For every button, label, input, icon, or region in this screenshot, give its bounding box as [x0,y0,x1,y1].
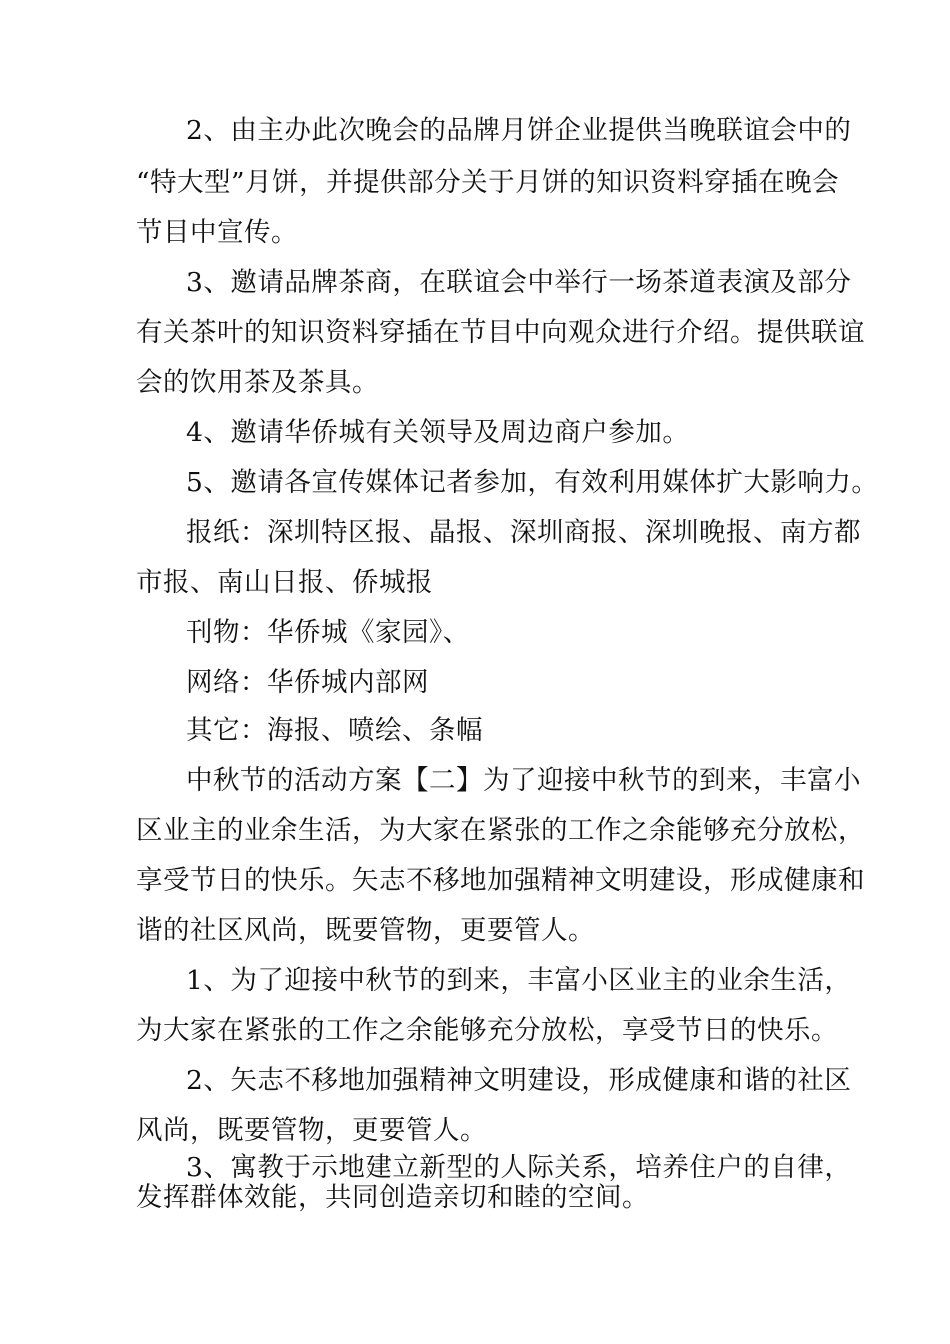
text-line: 4、邀请华侨城有关领导及周边商户参加。 [186,417,690,448]
text-line: 会的饮用茶及茶具。 [136,367,379,398]
text-line: 为大家在紧张的工作之余能够充分放松，享受节日的快乐。 [136,1015,838,1046]
text-line: 2、矢志不移地加强精神文明建设，形成健康和谐的社区 [186,1065,852,1096]
text-line: 刊物：华侨城《家园》、 [186,617,470,648]
text-line: 节目中宣传。 [136,217,298,248]
text-line: 有关茶叶的知识资料穿插在节目中向观众进行介绍。提供联谊 [136,317,865,348]
text-line: 网络：华侨城内部网 [186,667,429,698]
text-line: 报纸：深圳特区报、晶报、深圳商报、深圳晚报、南方都 [186,517,861,548]
text-line: 区业主的业余生活，为大家在紧张的工作之余能够充分放松， [136,815,865,846]
text-line: 发挥群体效能，共同创造亲切和睦的空间。 [136,1182,649,1213]
text-line: 1、为了迎接中秋节的到来，丰富小区业主的业余生活， [186,965,852,996]
text-line: 风尚，既要管物，更要管人。 [136,1115,487,1146]
text-line: 市报、南山日报、侨城报 [136,567,433,598]
text-line: 3、寓教于示地建立新型的人际关系，培养住户的自律， [186,1152,852,1183]
text-line: 其它：海报、喷绘、条幅 [186,715,483,746]
text-line: 3、邀请品牌茶商，在联谊会中举行一场茶道表演及部分 [186,267,852,298]
text-line: 中秋节的活动方案【二】为了迎接中秋节的到来，丰富小 [186,765,861,796]
text-line: 2、由主办此次晚会的品牌月饼企业提供当晚联谊会中的 [186,115,852,146]
text-line: 谐的社区风尚，既要管物，更要管人。 [136,915,595,946]
text-line: 5、邀请各宣传媒体记者参加，有效利用媒体扩大影响力。 [186,467,879,498]
text-line: “特大型”月饼，并提供部分关于月饼的知识资料穿插在晚会 [136,167,840,198]
text-line: 享受节日的快乐。矢志不移地加强精神文明建设，形成健康和 [136,865,865,896]
